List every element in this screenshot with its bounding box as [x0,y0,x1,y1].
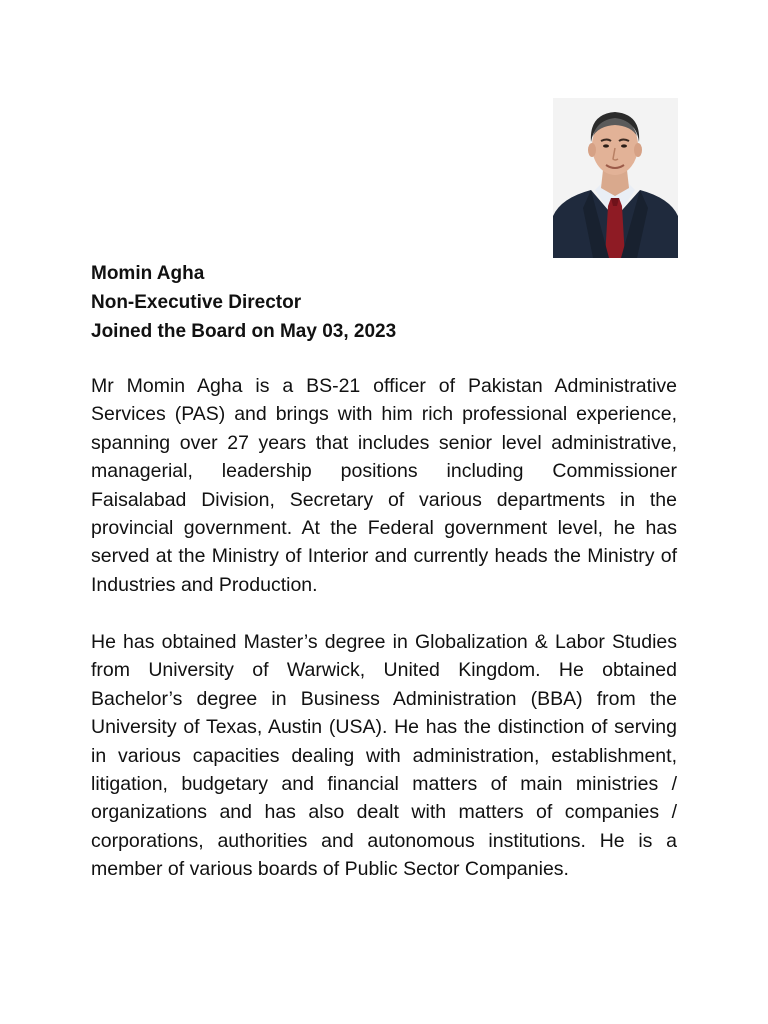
board-join-date: Joined the Board on May 03, 2023 [91,321,397,342]
director-position: Non-Executive Director [91,292,302,313]
profile-header [91,259,691,346]
director-name: Momin Agha [91,263,205,284]
portrait-illustration [553,98,678,258]
bio-paragraph-2: He has obtained Master’s degree in Globalization & Labor Studies from University of Warwick, United Kingdom. He obtained Bachelor’s degree in Business Administration (BBA) from the University of Texas, Austin (USA). He has the distinction of serving in various capacities dealing with administration, establishment, litigation, budgetary and financial matters of main ministries / organizations and has also dealt with matters of companies / corporations, authorities and autonomous institutions. He is a member of various boards of Public Sector Companies. [91,631,677,881]
bio-paragraph-1: Mr Momin Agha is a BS-21 officer of Pakistan Administrative Services (PAS) and brings with him rich professional experience, spanning over 27 years that includes senior level administrative, managerial, leadership positions including Commissioner Faisalabad Division, Secretary of various departments in the provincial government. At the Federal government level, he has served at the Ministry of Interior and currently heads the Ministry of Industries and Production. [91,375,677,596]
portrait-photo [553,98,678,258]
